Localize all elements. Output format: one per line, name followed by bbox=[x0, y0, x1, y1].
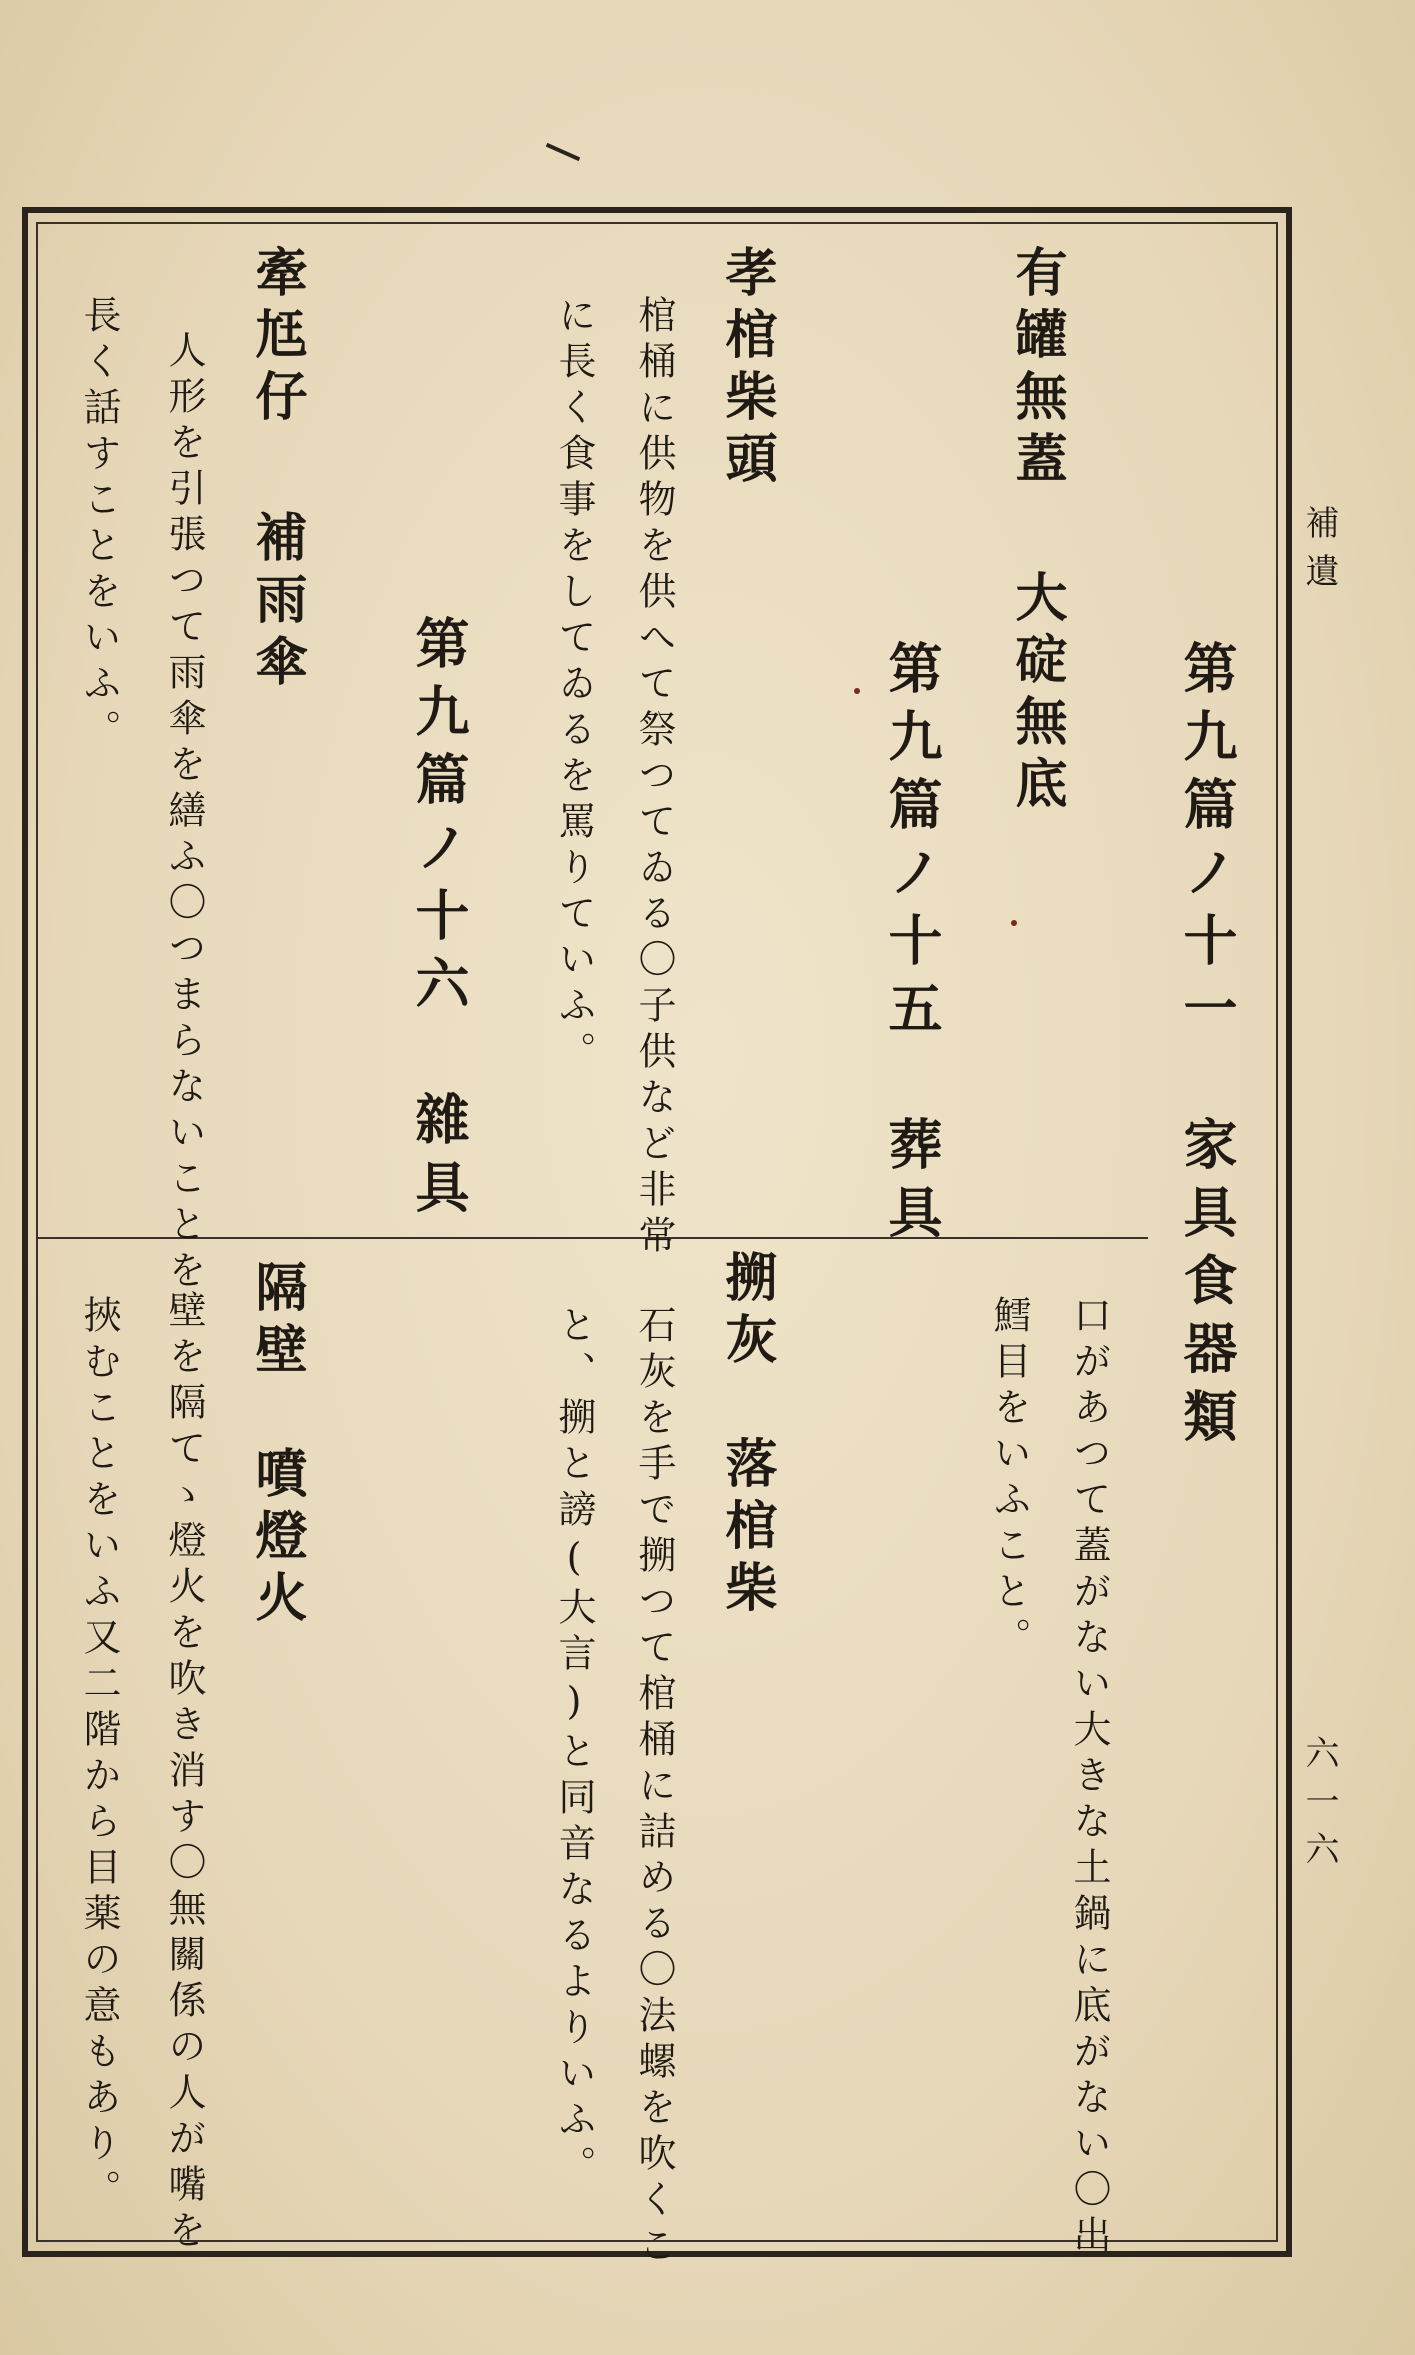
ink-dot bbox=[854, 688, 860, 694]
entry-term: 有罐無蓋 bbox=[1006, 245, 1067, 493]
entry-gloss: 人形を引張つて雨傘を繕ふ〇つまらないことを bbox=[162, 330, 206, 1296]
entry-term: 孝棺柴頭 bbox=[716, 245, 777, 493]
entry-term: 搠灰 落棺柴 bbox=[716, 1250, 777, 1622]
entry-gloss: 石灰を手で搠つて棺桶に詰める〇法螺を吹くこ bbox=[632, 1305, 676, 2271]
ink-dot bbox=[1011, 920, 1017, 926]
entry-gloss: 棺桶に供物を供へて祭つてゐる〇子供など非常 bbox=[632, 295, 676, 1261]
entry-gloss: 鱈目をいふこと。 bbox=[987, 1295, 1031, 1663]
entry-gloss: 口があつて蓋がない大きな土鍋に底がない〇出 bbox=[1067, 1295, 1111, 2261]
entry-term: 補雨傘 bbox=[246, 510, 307, 696]
section-title-funeral: 第九篇ノ十五 葬具 bbox=[880, 640, 944, 1252]
section-title-misc: 第九篇ノ十六 雜具 bbox=[407, 615, 471, 1227]
entry-gloss: 挾むことをいふ又二階から目薬の意もあり。 bbox=[77, 1295, 121, 2215]
entry-term: 大碇無底 bbox=[1006, 570, 1067, 818]
entry-gloss: 壁を隔てゝ燈火を吹き消す〇無關係の人が嘴を bbox=[162, 1290, 206, 2256]
section-title-furniture: 第九篇ノ十一 家具食器類 bbox=[1175, 640, 1239, 1456]
entry-term: 隔壁 噴燈火 bbox=[246, 1260, 307, 1632]
entry-gloss: に長く食事をしてゐるを罵りていふ。 bbox=[552, 295, 596, 1077]
entry-gloss: 長く話すことをいふ。 bbox=[77, 295, 121, 755]
stray-ink-mark bbox=[546, 143, 581, 161]
entry-term: 牽尪仔 bbox=[246, 245, 307, 431]
page-number: 六一六 bbox=[1299, 1735, 1339, 1879]
running-header: 補遺 bbox=[1299, 505, 1339, 601]
entry-gloss: と、搠と謗(大言)と同音なるよりいふ。 bbox=[552, 1305, 596, 2191]
